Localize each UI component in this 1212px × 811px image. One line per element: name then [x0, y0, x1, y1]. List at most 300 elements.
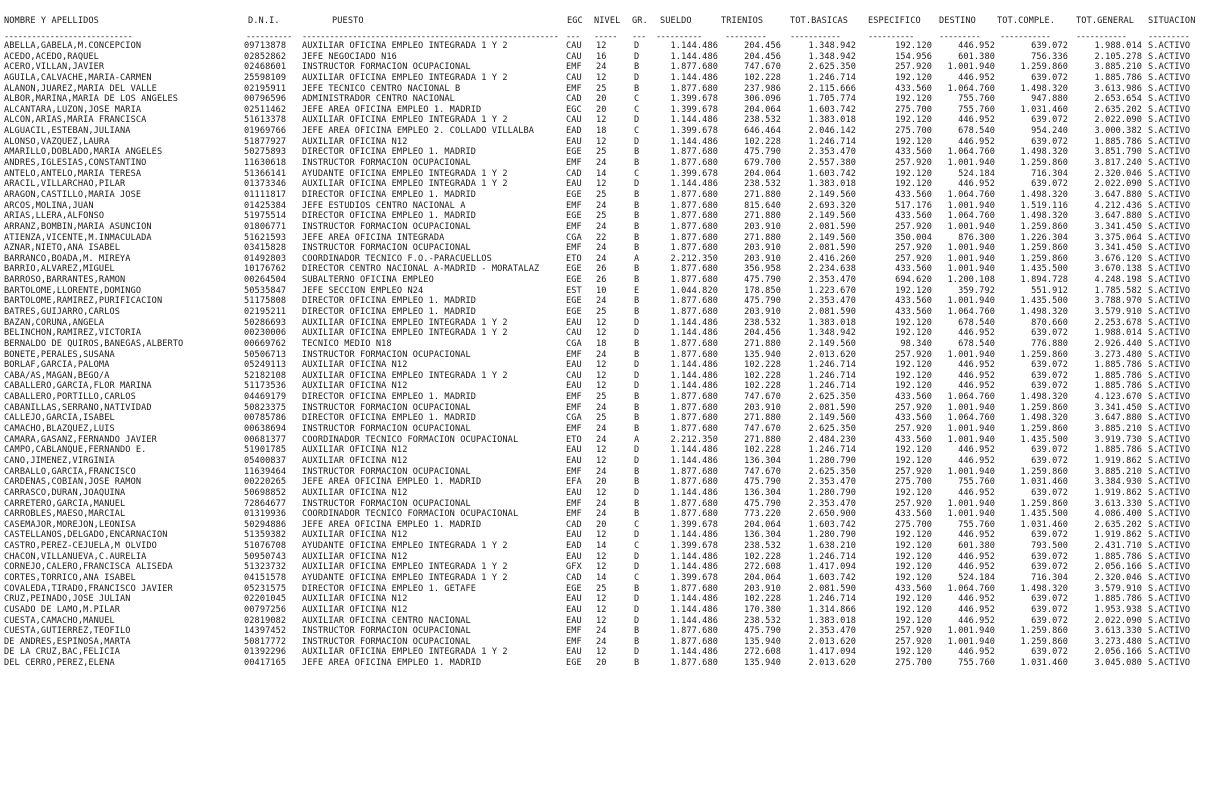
cell-egc: EMF [566, 626, 582, 637]
cell-situacion: S.ACTIVO [1148, 413, 1191, 424]
cell-destino: 1.001.940 [947, 253, 995, 264]
table-row [0, 147, 1212, 158]
cell-especifico: 257.920 [895, 62, 932, 73]
cell-nivel: 25 [596, 147, 607, 158]
cell-tot-basicas: 2.115.666 [808, 83, 856, 94]
cell-egc: EMF [566, 83, 582, 94]
cell-dni: 11639464 [244, 466, 287, 477]
cell-nivel: 12 [596, 179, 607, 190]
cell-nivel: 25 [596, 83, 607, 94]
cell-trienios: 238.532 [744, 179, 781, 190]
cell-especifico: 257.920 [895, 626, 932, 637]
cell-nivel: 12 [596, 615, 607, 626]
cell-nombre: CAMARA,GASANZ,FERNANDO JAVIER [4, 434, 157, 445]
cell-sueldo: 1.877.680 [670, 264, 718, 275]
cell-nivel: 12 [596, 381, 607, 392]
table-row [0, 594, 1212, 605]
cell-egc: EAU [566, 455, 582, 466]
cell-trienios: 238.532 [744, 541, 781, 552]
cell-gr: B [634, 583, 640, 594]
cell-egc: CAU [566, 370, 582, 381]
cell-trienios: 203.910 [744, 402, 781, 413]
cell-puesto: JEFE SECCION EMPLEO N24 [302, 285, 424, 296]
cell-tot-basicas: 1.417.094 [808, 647, 856, 658]
cell-especifico: 192.120 [895, 94, 932, 105]
cell-tot-comple: 756.336 [1031, 51, 1068, 62]
table-row [0, 541, 1212, 552]
cell-egc: CAU [566, 72, 582, 83]
cell-puesto: JEFE AREA OFICINA EMPLEO 1. MADRID [302, 519, 482, 530]
table-row [0, 520, 1212, 531]
cell-gr: D [634, 51, 640, 62]
cell-nivel: 24 [596, 221, 607, 232]
cell-sueldo: 1.144.486 [670, 445, 718, 456]
cell-especifico: 694.620 [895, 275, 932, 286]
cell-nivel: 24 [596, 636, 607, 647]
cell-trienios: 102.228 [744, 72, 781, 83]
cell-destino: 755.760 [958, 658, 995, 669]
cell-tot-comple: 1.498.320 [1020, 392, 1068, 403]
cell-gr: C [634, 104, 640, 115]
cell-gr: B [634, 62, 640, 73]
cell-tot-comple: 793.500 [1031, 541, 1068, 552]
table-row [0, 286, 1212, 297]
cell-nombre: BARROSO,BARRANTES,RAMON [4, 275, 126, 286]
cell-especifico: 192.120 [895, 573, 932, 583]
cell-nivel: 25 [596, 413, 607, 424]
cell-nivel: 12 [596, 72, 607, 83]
cell-tot-comple: 639.072 [1031, 179, 1068, 190]
cell-dni: 00638694 [244, 424, 287, 435]
rule-egc: --- [566, 32, 580, 42]
cell-egc: CAU [566, 51, 582, 62]
cell-especifico: 192.120 [895, 115, 932, 126]
cell-nombre: ALONSO,VAZQUEZ,LAURA [4, 136, 110, 147]
table-row [0, 573, 1212, 584]
cell-tot-comple: 1.259.860 [1020, 636, 1068, 647]
cell-especifico: 192.120 [895, 615, 932, 626]
cell-tot-basicas: 1.246.714 [808, 551, 856, 562]
cell-tot-general: 2.105.278 [1094, 51, 1142, 62]
cell-trienios: 135.940 [744, 636, 781, 647]
table-row [0, 413, 1212, 424]
cell-sueldo: 1.399.678 [670, 94, 718, 105]
cell-egc: CGA [566, 413, 582, 424]
cell-dni: 00681377 [244, 434, 287, 445]
cell-trienios: 102.228 [744, 594, 781, 605]
header-puesto: PUESTO [332, 16, 364, 26]
cell-trienios: 135.940 [744, 658, 781, 669]
cell-tot-comple: 1.519.116 [1020, 200, 1068, 211]
cell-situacion: S.ACTIVO [1148, 94, 1191, 105]
cell-especifico: 192.120 [895, 530, 932, 541]
cell-especifico: 257.920 [895, 424, 932, 435]
cell-gr: B [634, 221, 640, 232]
cell-sueldo: 1.877.680 [670, 211, 718, 222]
cell-sueldo: 1.877.680 [670, 658, 718, 669]
header-trienios: TRIENIOS [721, 16, 764, 26]
table-row [0, 318, 1212, 329]
cell-dni: 01319936 [244, 509, 287, 520]
cell-tot-general: 3.045.080 [1094, 658, 1142, 669]
cell-nombre: CABALLERO,PORTILLO,CARLOS [4, 392, 136, 403]
table-row [0, 488, 1212, 499]
cell-situacion: S.ACTIVO [1148, 136, 1191, 147]
cell-situacion: S.ACTIVO [1148, 158, 1191, 169]
cell-destino: 1.064.760 [947, 189, 995, 200]
cell-sueldo: 1.877.680 [670, 221, 718, 232]
cell-trienios: 475.790 [744, 626, 781, 637]
cell-gr: B [634, 338, 640, 349]
cell-dni: 50275893 [244, 147, 287, 158]
cell-nombre: CALLEJO,GARCIA,ISABEL [4, 413, 115, 424]
rule-destino: --------- [939, 32, 981, 42]
cell-tot-general: 3.613.330 [1094, 626, 1142, 637]
cell-gr: B [634, 158, 640, 169]
cell-puesto: JEFE ESTUDIOS CENTRO NACIONAL A [302, 200, 466, 211]
cell-situacion: S.ACTIVO [1148, 126, 1191, 137]
cell-puesto: AUXILIAR OFICINA N12 [302, 381, 408, 392]
cell-sueldo: 1.877.680 [670, 392, 718, 403]
cell-destino: 446.952 [958, 445, 995, 456]
cell-trienios: 747.670 [744, 392, 781, 403]
cell-nivel: 26 [596, 275, 607, 286]
table-row [0, 243, 1212, 254]
cell-tot-comple: 1.435.500 [1020, 264, 1068, 275]
cell-tot-basicas: 1.246.714 [808, 381, 856, 392]
cell-tot-basicas: 1.280.790 [808, 455, 856, 466]
cell-tot-basicas: 1.705.774 [808, 94, 856, 105]
cell-situacion: S.ACTIVO [1148, 360, 1191, 371]
cell-egc: EMF [566, 636, 582, 647]
header-egc: EGC [567, 16, 583, 26]
cell-sueldo: 1.144.486 [670, 551, 718, 562]
cell-tot-general: 3.676.120 [1094, 253, 1142, 264]
cell-trienios: 475.790 [744, 147, 781, 158]
cell-nivel: 14 [596, 168, 607, 179]
cell-trienios: 204.064 [744, 519, 781, 530]
table-row [0, 233, 1212, 244]
cell-nombre: ACEDO,ACEDO,RAQUEL [4, 51, 99, 62]
cell-especifico: 192.120 [895, 328, 932, 339]
cell-dni: 00785786 [244, 413, 287, 424]
cell-situacion: S.ACTIVO [1148, 41, 1191, 51]
cell-trienios: 136.304 [744, 530, 781, 541]
cell-nombre: CASEMAJOR,MOREJON,LEONISA [4, 519, 136, 530]
cell-sueldo: 2.212.350 [670, 253, 718, 264]
cell-nivel: 24 [596, 243, 607, 254]
cell-nombre: CRUZ,PEINADO,JOSE JULIAN [4, 594, 131, 605]
cell-situacion: S.ACTIVO [1148, 519, 1191, 530]
cell-gr: B [634, 296, 640, 307]
cell-gr: B [634, 424, 640, 435]
cell-sueldo: 1.877.680 [670, 243, 718, 254]
cell-dni: 52182108 [244, 370, 287, 381]
cell-sueldo: 1.877.680 [670, 583, 718, 594]
table-row [0, 211, 1212, 222]
cell-especifico: 192.120 [895, 285, 932, 296]
cell-nivel: 26 [596, 264, 607, 275]
cell-sueldo: 1.399.678 [670, 126, 718, 137]
cell-tot-basicas: 1.348.942 [808, 41, 856, 51]
cell-nombre: ARACIL,VILLARCHAO,PILAR [4, 179, 126, 190]
cell-especifico: 433.560 [895, 189, 932, 200]
cell-especifico: 257.920 [895, 349, 932, 360]
table-row [0, 52, 1212, 63]
cell-situacion: S.ACTIVO [1148, 285, 1191, 296]
cell-trienios: 204.456 [744, 328, 781, 339]
cell-dni: 00796596 [244, 94, 287, 105]
cell-tot-general: 3.817.240 [1094, 158, 1142, 169]
cell-destino: 678.540 [958, 126, 995, 137]
cell-tot-comple: 1.259.860 [1020, 466, 1068, 477]
cell-nombre: ACERO,VILLAN,JAVIER [4, 62, 105, 73]
cell-especifico: 275.700 [895, 104, 932, 115]
cell-tot-basicas: 1.246.714 [808, 136, 856, 147]
cell-puesto: INSTRUCTOR FORMACION OCUPACIONAL [302, 158, 471, 169]
cell-situacion: S.ACTIVO [1148, 530, 1191, 541]
cell-nombre: BELINCHON,RAMIREZ,VICTORIA [4, 328, 142, 339]
cell-situacion: S.ACTIVO [1148, 509, 1191, 520]
cell-destino: 755.760 [958, 477, 995, 488]
cell-puesto: JEFE NEGOCIADO N16 [302, 51, 397, 62]
cell-situacion: S.ACTIVO [1148, 615, 1191, 626]
cell-egc: EMF [566, 424, 582, 435]
cell-especifico: 192.120 [895, 562, 932, 573]
cell-tot-basicas: 1.280.790 [808, 487, 856, 498]
cell-tot-comple: 639.072 [1031, 455, 1068, 466]
cell-sueldo: 1.877.680 [670, 232, 718, 243]
cell-nivel: 12 [596, 562, 607, 573]
cell-nombre: BARTOLOME,RAMIREZ,PURIFICACION [4, 296, 163, 307]
cell-tot-general: 1.919.862 [1094, 530, 1142, 541]
cell-tot-general: 2.022.090 [1094, 179, 1142, 190]
cell-egc: EGE [566, 189, 582, 200]
cell-gr: D [634, 360, 640, 371]
table-row [0, 424, 1212, 435]
cell-situacion: S.ACTIVO [1148, 477, 1191, 488]
cell-tot-basicas: 2.081.590 [808, 307, 856, 317]
cell-trienios: 747.670 [744, 466, 781, 477]
cell-dni: 01492803 [244, 253, 287, 264]
table-row [0, 169, 1212, 180]
cell-egc: EGE [566, 147, 582, 158]
cell-nivel: 20 [596, 104, 607, 115]
cell-tot-comple: 716.304 [1031, 168, 1068, 179]
cell-dni: 72864677 [244, 498, 287, 509]
header-nombre: NOMBRE Y APELLIDOS [4, 16, 99, 26]
cell-sueldo: 1.877.680 [670, 498, 718, 509]
cell-puesto: AUXILIAR OFICINA EMPLEO INTEGRADA 1 Y 2 [302, 179, 508, 190]
cell-destino: 1.001.940 [947, 498, 995, 509]
cell-sueldo: 1.144.486 [670, 615, 718, 626]
cell-tot-general: 3.273.480 [1094, 349, 1142, 360]
cell-situacion: S.ACTIVO [1148, 594, 1191, 605]
cell-tot-comple: 1.031.460 [1020, 477, 1068, 488]
cell-nivel: 24 [596, 62, 607, 73]
cell-tot-general: 1.885.786 [1094, 551, 1142, 562]
cell-tot-basicas: 2.013.620 [808, 349, 856, 360]
cell-dni: 01392296 [244, 647, 287, 658]
table-row [0, 626, 1212, 637]
table-row [0, 275, 1212, 286]
cell-nivel: 12 [596, 41, 607, 51]
cell-destino: 524.184 [958, 168, 995, 179]
cell-nombre: CARDENAS,COBIAN,JOSE RAMON [4, 477, 142, 488]
cell-nombre: CARRETERO,GARCIA,MANUEL [4, 498, 126, 509]
cell-tot-basicas: 1.383.018 [808, 115, 856, 126]
cell-puesto: AUXILIAR OFICINA N12 [302, 487, 408, 498]
cell-puesto: AUXILIAR OFICINA N12 [302, 136, 408, 147]
cell-nivel: 16 [596, 51, 607, 62]
cell-tot-comple: 639.072 [1031, 445, 1068, 456]
cell-trienios: 272.608 [744, 562, 781, 573]
cell-destino: 446.952 [958, 615, 995, 626]
cell-tot-general: 4.248.198 [1094, 275, 1142, 286]
cell-nivel: 18 [596, 126, 607, 137]
cell-tot-general: 4.123.670 [1094, 392, 1142, 403]
cell-sueldo: 1.877.680 [670, 83, 718, 94]
table-row [0, 477, 1212, 488]
cell-especifico: 192.120 [895, 487, 932, 498]
cell-situacion: S.ACTIVO [1148, 445, 1191, 456]
cell-gr: D [634, 328, 640, 339]
cell-tot-basicas: 2.013.620 [808, 658, 856, 669]
table-row [0, 115, 1212, 126]
cell-nombre: CARRASCO,DURAN,JOAQUINA [4, 487, 126, 498]
cell-tot-basicas: 1.603.742 [808, 104, 856, 115]
cell-tot-basicas: 1.383.018 [808, 615, 856, 626]
cell-especifico: 433.560 [895, 509, 932, 520]
cell-destino: 601.380 [958, 541, 995, 552]
cell-sueldo: 2.212.350 [670, 434, 718, 445]
cell-especifico: 192.120 [895, 41, 932, 51]
cell-nombre: CORTES,TORRICO,ANA ISABEL [4, 573, 136, 583]
cell-tot-comple: 776.880 [1031, 338, 1068, 349]
cell-dni: 50506713 [244, 349, 287, 360]
cell-egc: EAU [566, 530, 582, 541]
cell-situacion: S.ACTIVO [1148, 296, 1191, 307]
cell-sueldo: 1.144.486 [670, 604, 718, 615]
cell-dni: 51323732 [244, 562, 287, 573]
cell-tot-basicas: 1.246.714 [808, 370, 856, 381]
cell-destino: 446.952 [958, 179, 995, 190]
cell-egc: EAU [566, 594, 582, 605]
cell-sueldo: 1.044.820 [670, 285, 718, 296]
cell-situacion: S.ACTIVO [1148, 381, 1191, 392]
cell-nombre: CASTRO,PEREZ-CEJUELA,M OLVIDO [4, 541, 157, 552]
cell-tot-general: 3.273.480 [1094, 636, 1142, 647]
cell-tot-basicas: 1.603.742 [808, 519, 856, 530]
cell-dni: 02195911 [244, 83, 287, 94]
cell-dni: 25598109 [244, 72, 287, 83]
cell-especifico: 433.560 [895, 296, 932, 307]
cell-puesto: AUXILIAR OFICINA N12 [302, 360, 408, 371]
cell-tot-basicas: 2.484.230 [808, 434, 856, 445]
cell-destino: 1.001.940 [947, 62, 995, 73]
cell-gr: C [634, 573, 640, 583]
cell-trienios: 136.304 [744, 455, 781, 466]
cell-especifico: 433.560 [895, 307, 932, 317]
cell-nivel: 24 [596, 626, 607, 637]
cell-egc: EMF [566, 221, 582, 232]
cell-especifico: 192.120 [895, 445, 932, 456]
cell-dni: 10176762 [244, 264, 287, 275]
rule-nombre: ---------------------------- [4, 32, 133, 42]
cell-dni: 04151578 [244, 573, 287, 583]
cell-nivel: 24 [596, 424, 607, 435]
cell-tot-comple: 954.240 [1031, 126, 1068, 137]
cell-egc: EAU [566, 136, 582, 147]
cell-situacion: S.ACTIVO [1148, 466, 1191, 477]
cell-nombre: BATRES,GUIJARRO,CARLOS [4, 307, 121, 317]
cell-nombre: BARRIO,ALVAREZ,MIGUEL [4, 264, 115, 275]
rule-tot-basicas: ----------- [790, 32, 841, 42]
cell-dni: 02852862 [244, 51, 287, 62]
cell-tot-comple: 639.072 [1031, 41, 1068, 51]
table-row [0, 222, 1212, 233]
table-row [0, 264, 1212, 275]
cell-situacion: S.ACTIVO [1148, 370, 1191, 381]
cell-nivel: 24 [596, 498, 607, 509]
table-row [0, 201, 1212, 212]
cell-tot-general: 2.253.678 [1094, 317, 1142, 328]
cell-egc: CAU [566, 328, 582, 339]
cell-nombre: BARRANCO,BOADA,M. MIREYA [4, 253, 131, 264]
cell-gr: D [634, 179, 640, 190]
table-row [0, 254, 1212, 265]
table-row [0, 360, 1212, 371]
cell-tot-comple: 1.435.500 [1020, 296, 1068, 307]
cell-tot-general: 4.086.400 [1094, 509, 1142, 520]
cell-tot-basicas: 1.280.790 [808, 530, 856, 541]
cell-tot-comple: 1.498.320 [1020, 189, 1068, 200]
cell-tot-comple: 1.031.460 [1020, 658, 1068, 669]
cell-especifico: 192.120 [895, 381, 932, 392]
cell-especifico: 192.120 [895, 317, 932, 328]
cell-destino: 446.952 [958, 530, 995, 541]
cell-nombre: ATIENZA,VICENTE,M.INMACULADA [4, 232, 152, 243]
cell-tot-general: 3.919.730 [1094, 434, 1142, 445]
table-row [0, 307, 1212, 318]
cell-puesto: INSTRUCTOR FORMACION OCUPACIONAL [302, 402, 471, 413]
cell-nivel: 12 [596, 360, 607, 371]
cell-tot-comple: 870.660 [1031, 317, 1068, 328]
cell-nivel: 24 [596, 253, 607, 264]
cell-gr: D [634, 381, 640, 392]
cell-tot-basicas: 2.013.620 [808, 636, 856, 647]
cell-situacion: S.ACTIVO [1148, 211, 1191, 222]
table-row [0, 456, 1212, 467]
cell-gr: D [634, 317, 640, 328]
header-tot-comple: TOT.COMPLE. [997, 16, 1056, 26]
cell-destino: 359.792 [958, 285, 995, 296]
cell-egc: EMF [566, 498, 582, 509]
cell-nombre: CORNEJO,CALERO,FRANCISCA ALISEDA [4, 562, 173, 573]
cell-gr: B [634, 232, 640, 243]
cell-situacion: S.ACTIVO [1148, 72, 1191, 83]
cell-tot-basicas: 2.625.350 [808, 62, 856, 73]
cell-tot-basicas: 2.081.590 [808, 402, 856, 413]
cell-trienios: 204.064 [744, 573, 781, 583]
cell-nivel: 25 [596, 211, 607, 222]
cell-destino: 1.001.940 [947, 466, 995, 477]
cell-dni: 50294886 [244, 519, 287, 530]
cell-especifico: 257.920 [895, 636, 932, 647]
table-row [0, 435, 1212, 446]
cell-destino: 446.952 [958, 72, 995, 83]
cell-tot-general: 1.919.862 [1094, 487, 1142, 498]
